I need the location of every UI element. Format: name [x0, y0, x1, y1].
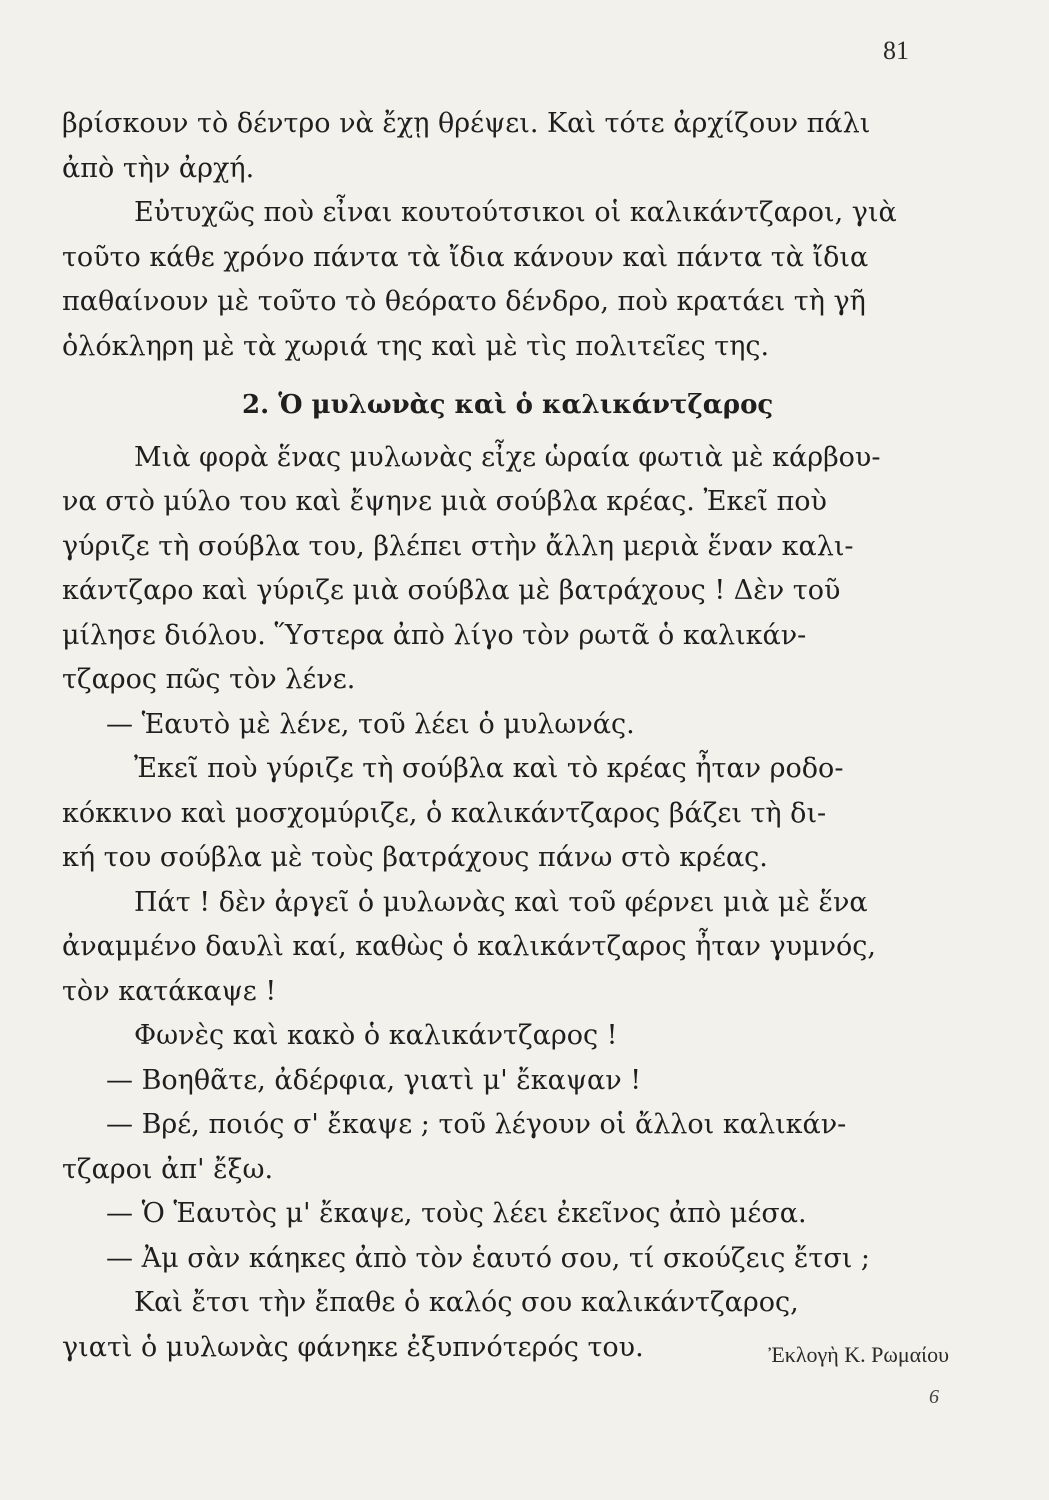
source-attribution: Ἐκλογὴ Κ. Ρωμαίου: [768, 1342, 949, 1367]
text-line: τοῦτο κάθε χρόνο πάντα τὰ ἴδια κάνουν καὶ πάντα τὰ ἴδια: [62, 241, 869, 273]
text-line: Ἐκεῖ ποὺ γύριζε τὴ σούβλα καὶ τὸ κρέας ἦταν ροδο-: [134, 753, 844, 784]
text-line: — Βοηθᾶτε, ἀδέρφια, γιατὶ μ' ἔκαψαν !: [106, 1064, 642, 1096]
text-line: κόκκινο καὶ μοσχομύριζε, ὁ καλικάντζαρος βάζει τὴ δι-: [62, 797, 827, 829]
text-line: ἀναμμένο δαυλὶ καί, καθὼς ὁ καλικάντζαρος ἦταν γυμνός,: [62, 931, 876, 962]
text-line: Πάτ ! δὲν ἀργεῖ ὁ μυλωνὰς καὶ τοῦ φέρνει μιὰ μὲ ἕνα: [134, 886, 868, 918]
text-line: τζαρος πῶς τὸν λένε.: [62, 664, 356, 695]
text-line: κάντζαρο καὶ γύριζε μιὰ σούβλα μὲ βατράχους ! Δὲν τοῦ: [62, 575, 841, 606]
text-line: ὁλόκληρη μὲ τὰ χωριά της καὶ μὲ τὶς πολιτεῖες της.: [62, 330, 770, 362]
text-line: — Βρέ, ποιός σ' ἔκαψε ; τοῦ λέγουν οἱ ἄλλοι καλικάν-: [106, 1109, 847, 1140]
text-line: — Ὁ Ἑαυτὸς μ' ἔκαψε, τοὺς λέει ἐκεῖνος ἀπὸ μέσα.: [106, 1198, 807, 1229]
text-line: ἀπὸ τὴν ἀρχή.: [62, 152, 255, 184]
text-line: — Ἑαυτὸ μὲ λένε, τοῦ λέει ὁ μυλωνάς.: [106, 708, 635, 740]
text-line: Καὶ ἔτσι τὴν ἔπαθε ὁ καλός σου καλικάντζαρος,: [134, 1287, 799, 1318]
text-line: Εὐτυχῶς ποὺ εἶναι κουτούτσικοι οἱ καλικάντζαροι, γιὰ: [134, 197, 897, 228]
text-line: παθαίνουν μὲ τοῦτο τὸ θεόρατο δένδρο, ποὺ κρατάει τὴ γῆ: [62, 286, 866, 317]
text-line: Μιὰ φορὰ ἕνας μυλωνὰς εἶχε ὡραία φωτιὰ μὲ κάρβου-: [134, 441, 881, 473]
section-heading: 2. Ὁ μυλωνὰς καὶ ὁ καλικάντζαρος: [242, 390, 774, 420]
text-line: — Ἀμ σὰν κάηκες ἀπὸ τὸν ἑαυτό σου, τί σκούζεις ἔτσι ;: [106, 1242, 871, 1274]
text-line: μίλησε διόλου. Ὕστερα ἀπὸ λίγο τὸν ρωτᾶ ὁ καλικάν-: [62, 619, 807, 651]
text-line: να στὸ μύλο του καὶ ἔψηνε μιὰ σούβλα κρέας. Ἐκεῖ ποὺ: [62, 486, 827, 517]
text-line: γιατὶ ὁ μυλωνὰς φάνηκε ἐξυπνότερός του.: [62, 1331, 644, 1363]
text-line: Φωνὲς καὶ κακὸ ὁ καλικάντζαρος !: [134, 1020, 618, 1051]
signature-mark: 6: [929, 1386, 939, 1408]
body-text: [62, 102, 942, 1370]
text-line: γύριζε τὴ σούβλα του, βλέπει στὴν ἄλλη μεριὰ ἕναν καλι-: [62, 530, 854, 562]
page-number: 81: [883, 36, 909, 65]
text-line: τὸν κατάκαψε !: [62, 975, 277, 1007]
text-line: βρίσκουν τὸ δέντρο νὰ ἔχῃ θρέψει. Καὶ τότε ἀρχίζουν πάλι: [62, 108, 871, 139]
text-line: τζαροι ἀπ' ἔξω.: [62, 1153, 274, 1185]
text-line: κή του σούβλα μὲ τοὺς βατράχους πάνω στὸ κρέας.: [62, 842, 768, 873]
